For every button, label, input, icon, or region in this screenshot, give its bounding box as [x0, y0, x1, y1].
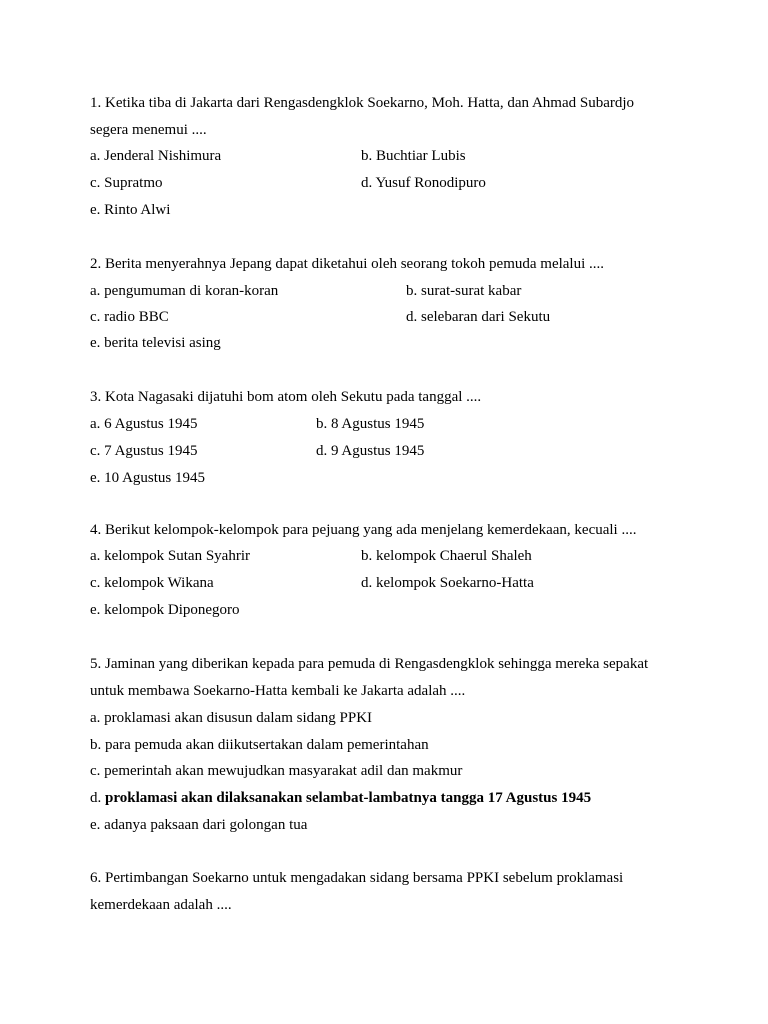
question-6-text-line2: kemerdekaan adalah .... [90, 897, 232, 913]
question-2-text-line1 [90, 254, 604, 274]
question-6-number: 6. [90, 870, 102, 886]
question-1-option-e: e. Rinto Alwi [90, 202, 171, 218]
question-4-option-e: e. kelompok Diponegoro [90, 602, 240, 618]
question-3-text-line1 [90, 387, 481, 407]
question-5-text-line2: untuk membawa Soekarno-Hatta kembali ke Jakarta adalah .... [90, 683, 466, 699]
question-1-text-line2: segera menemui .... [90, 122, 207, 138]
question-5-option-b: b. para pemuda akan diikutsertakan dalam pemerintahan [90, 737, 429, 753]
question-2-stem: Berita menyerahnya Jepang dapat diketahui oleh seorang tokoh pemuda melalui .... [105, 256, 605, 272]
question-5-option-d-prefix: d. [90, 790, 102, 806]
question-4-text-line1 [90, 520, 636, 540]
question-3-option-c: c. 7 Agustus 1945 [90, 443, 198, 459]
question-5-answer-highlight: proklamasi akan dilaksanakan selambat-lambatnya tangga 17 Agustus 1945 [105, 790, 592, 806]
question-4-option-b: b. kelompok Chaerul Shaleh [361, 548, 532, 564]
question-3-option-e: e. 10 Agustus 1945 [90, 470, 206, 486]
question-1-option-d: d. Yusuf Ronodipuro [361, 175, 486, 191]
question-1-option-c: c. Supratmo [90, 175, 163, 191]
question-2-number: 2. [90, 256, 102, 272]
question-5-option-c: c. pemerintah akan mewujudkan masyarakat adil dan makmur [90, 763, 463, 779]
question-5-option-e: e. adanya paksaan dari golongan tua [90, 817, 308, 833]
question-4-option-c: c. kelompok Wikana [90, 575, 214, 591]
question-1-option-a: a. Jenderal Nishimura [90, 148, 222, 164]
question-3-option-b: b. 8 Agustus 1945 [316, 416, 425, 432]
question-3-stem: Kota Nagasaki dijatuhi bom atom oleh Sekutu pada tanggal .... [105, 389, 482, 405]
question-5-option-d [90, 788, 591, 808]
question-3-option-d: d. 9 Agustus 1945 [316, 443, 425, 459]
question-4-number: 4. [90, 522, 102, 538]
question-5-text-line1 [90, 654, 648, 674]
question-2-option-a: a. pengumuman di koran-koran [90, 283, 279, 299]
question-3-number: 3. [90, 389, 102, 405]
question-5-number: 5. [90, 656, 102, 672]
question-1-option-b: b. Buchtiar Lubis [361, 148, 466, 164]
question-4-option-d: d. kelompok Soekarno-Hatta [361, 575, 534, 591]
question-5-option-a: a. proklamasi akan disusun dalam sidang PPKI [90, 710, 373, 726]
question-4-stem: Berikut kelompok-kelompok para pejuang yang ada menjelang kemerdekaan, kecuali .... [105, 522, 637, 538]
question-2-option-e: e. berita televisi asing [90, 335, 221, 351]
question-2-option-d: d. selebaran dari Sekutu [406, 309, 551, 325]
question-1-number: 1. [90, 95, 102, 111]
question-6-text-line1 [90, 868, 623, 888]
question-5-stem: Jaminan yang diberikan kepada para pemuda di Rengasdengklok sehingga mereka sepakat [105, 656, 649, 672]
question-2-option-c: c. radio BBC [90, 309, 169, 325]
question-1-text-line1 [90, 93, 634, 113]
question-1-stem: Ketika tiba di Jakarta dari Rengasdengklok Soekarno, Moh. Hatta, dan Ahmad Subardjo [105, 95, 635, 111]
question-3-option-a: a. 6 Agustus 1945 [90, 416, 198, 432]
question-2-option-b: b. surat-surat kabar [406, 283, 522, 299]
question-6-stem: Pertimbangan Soekarno untuk mengadakan sidang bersama PPKI sebelum proklamasi [105, 870, 624, 886]
question-4-option-a: a. kelompok Sutan Syahrir [90, 548, 250, 564]
